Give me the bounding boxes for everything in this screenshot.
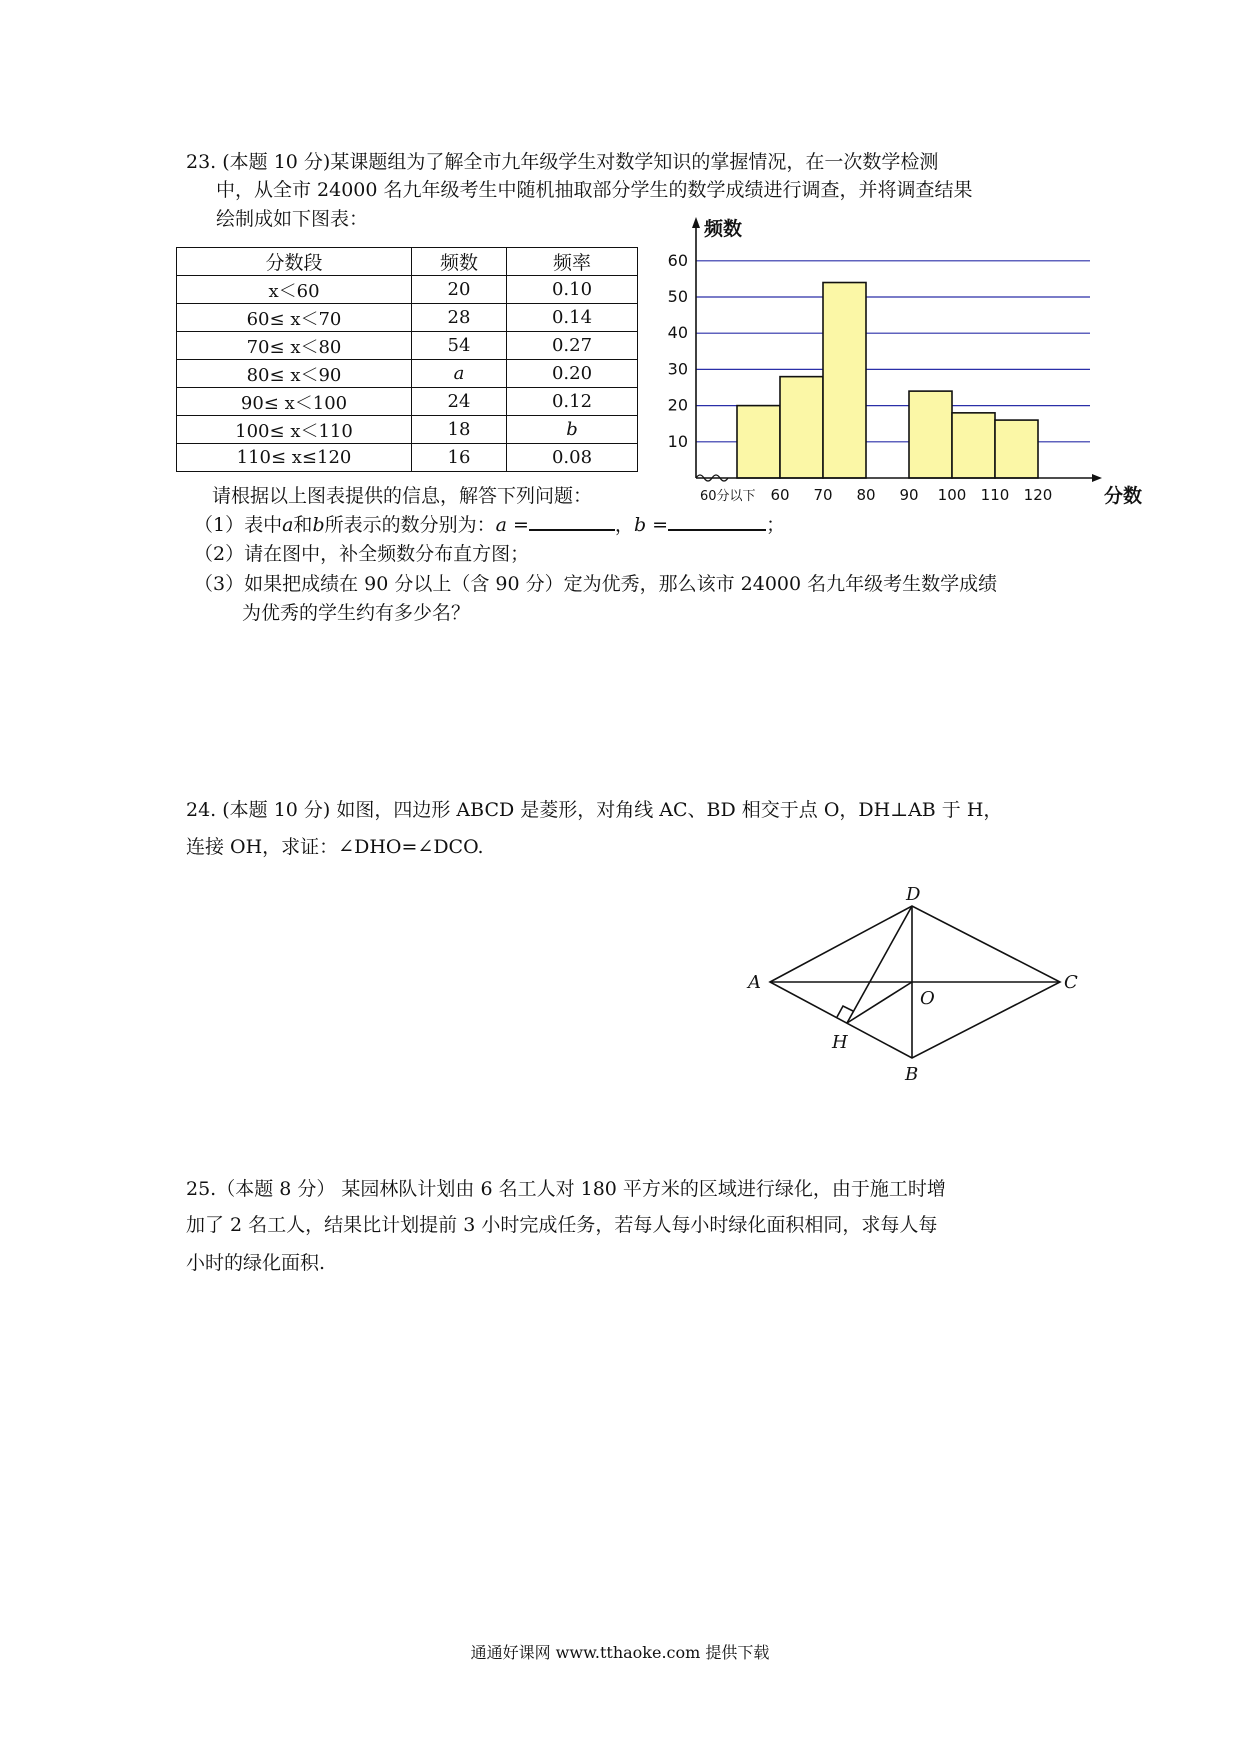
frequency-table xyxy=(176,247,638,472)
table-row xyxy=(177,304,638,332)
sub1-and: 和 xyxy=(293,514,313,536)
x-axis-label: 分数 xyxy=(1104,485,1143,507)
x-tick-label: 120 xyxy=(1023,486,1053,504)
table-cell: 0.20 xyxy=(507,360,638,388)
y-axis-label: 频数 xyxy=(704,218,743,240)
sub1-prefix: （1）表中 xyxy=(194,514,283,536)
sub1-sep: ， xyxy=(614,514,634,536)
q25-line3: 小时的绿化面积. xyxy=(186,1252,326,1274)
q23-line2: 中，从全市 24000 名九年级考生中随机抽取部分学生的数学成绩进行调查，并将调查结果 xyxy=(216,179,973,201)
footer-credit: 通通好课网 www.tthaoke.com 提供下载 xyxy=(470,1643,770,1662)
histogram-bar xyxy=(952,413,995,478)
chart-bars xyxy=(737,283,1038,478)
q25-line2: 加了 2 名工人，结果比计划提前 3 小时完成任务，若每人每小时绿化面积相同，求每人每 xyxy=(186,1214,938,1236)
table-cell: 80≤ x＜90 xyxy=(177,360,412,388)
x-axis-arrow xyxy=(1092,474,1102,482)
q23-line1: 23. (本题 10 分)某课题组为了解全市九年级学生对数学知识的掌握情况，在一次数学检测 xyxy=(186,151,939,173)
q24-line1: 24. (本题 10 分) 如图，四边形 ABCD 是菱形，对角线 AC、BD 相交于点 O，DH⊥AB 于 H， xyxy=(186,799,1003,821)
answer-blank-a[interactable] xyxy=(529,511,615,531)
table-row xyxy=(177,388,638,416)
label-b: B xyxy=(905,1064,919,1085)
table-row xyxy=(177,416,638,444)
table-cell: 28 xyxy=(412,304,507,332)
table-cell: 54 xyxy=(412,332,507,360)
table-header: 频率 xyxy=(507,248,638,276)
x-tick-label: 60分以下 xyxy=(700,489,756,504)
histogram-bar xyxy=(823,283,866,478)
table-cell: 0.14 xyxy=(507,304,638,332)
table-cell: 100≤ x＜110 xyxy=(177,416,412,444)
x-tick-label: 90 xyxy=(899,486,919,504)
table-cell: 16 xyxy=(412,444,507,472)
table-header: 分数段 xyxy=(177,248,412,276)
table-cell: x＜60 xyxy=(177,276,412,304)
y-tick-label: 10 xyxy=(667,431,688,451)
q23-sub2: （2）请在图中，补全频数分布直方图； xyxy=(194,543,530,565)
table-cell: 90≤ x＜100 xyxy=(177,388,412,416)
table-cell: 24 xyxy=(412,388,507,416)
segment-oh xyxy=(847,982,912,1023)
table-header-row xyxy=(177,248,638,276)
q24-line2: 连接 OH，求证：∠DHO=∠DCO. xyxy=(186,836,484,858)
q23-sub3-line2: 为优秀的学生约有多少名？ xyxy=(242,602,471,624)
sub1-end: ； xyxy=(766,514,786,536)
x-tick-label: 100 xyxy=(937,486,967,504)
var-b: b xyxy=(312,514,325,536)
table-cell: a xyxy=(412,360,507,388)
b-equals: b = xyxy=(633,514,669,536)
x-tick-label: 80 xyxy=(856,486,876,504)
sub1-mid: 所表示的数分别为： xyxy=(324,514,496,536)
table-cell: 0.27 xyxy=(507,332,638,360)
table-row xyxy=(177,360,638,388)
q23-sub3-line1: （3）如果把成绩在 90 分以上（含 90 分）定为优秀，那么该市 24000 名九年级考生数学成绩 xyxy=(194,573,998,595)
y-tick-label: 20 xyxy=(667,395,688,415)
x-tick-label: 70 xyxy=(813,486,833,504)
q25-line1: 25.（本题 8 分） 某园林队计划由 6 名工人对 180 平方米的区域进行绿化，由于施工时增 xyxy=(186,1178,946,1200)
y-tick-label: 50 xyxy=(667,287,688,306)
a-equals: a = xyxy=(495,514,529,536)
y-tick-label: 60 xyxy=(667,250,688,270)
table-cell: b xyxy=(507,416,638,444)
table-cell: 0.08 xyxy=(507,444,638,472)
label-o: O xyxy=(920,988,935,1009)
y-tick-label: 30 xyxy=(667,359,688,379)
rhombus-diagram xyxy=(740,880,1100,1095)
x-tick-label: 110 xyxy=(980,486,1010,504)
frequency-histogram xyxy=(660,215,1143,507)
q23-sub1 xyxy=(194,511,785,539)
table-cell: 60≤ x＜70 xyxy=(177,304,412,332)
table-cell: 70≤ x＜80 xyxy=(177,332,412,360)
histogram-bar xyxy=(737,406,780,478)
x-tick-label: 60 xyxy=(770,486,790,504)
table-cell: 0.10 xyxy=(507,276,638,304)
q23-intro: 请根据以上图表提供的信息，解答下列问题： xyxy=(212,485,593,507)
table-row xyxy=(177,332,638,360)
histogram-bar xyxy=(780,377,823,478)
histogram-bar xyxy=(995,420,1038,478)
table-cell: 0.12 xyxy=(507,388,638,416)
y-tick-label: 40 xyxy=(667,323,688,343)
answer-blank-b[interactable] xyxy=(668,511,766,531)
histogram-bar xyxy=(909,391,952,478)
table-header: 频数 xyxy=(412,248,507,276)
var-a: a xyxy=(282,514,294,536)
q23-line3: 绘制成如下图表： xyxy=(216,208,369,230)
y-axis-arrow xyxy=(692,217,700,228)
table-cell: 18 xyxy=(412,416,507,444)
label-d: D xyxy=(906,884,921,905)
table-row xyxy=(177,444,638,472)
label-a: A xyxy=(748,972,761,993)
table-row xyxy=(177,276,638,304)
label-h: H xyxy=(832,1032,848,1053)
table-cell: 20 xyxy=(412,276,507,304)
label-c: C xyxy=(1064,972,1078,993)
table-cell: 110≤ x≤120 xyxy=(177,444,412,472)
